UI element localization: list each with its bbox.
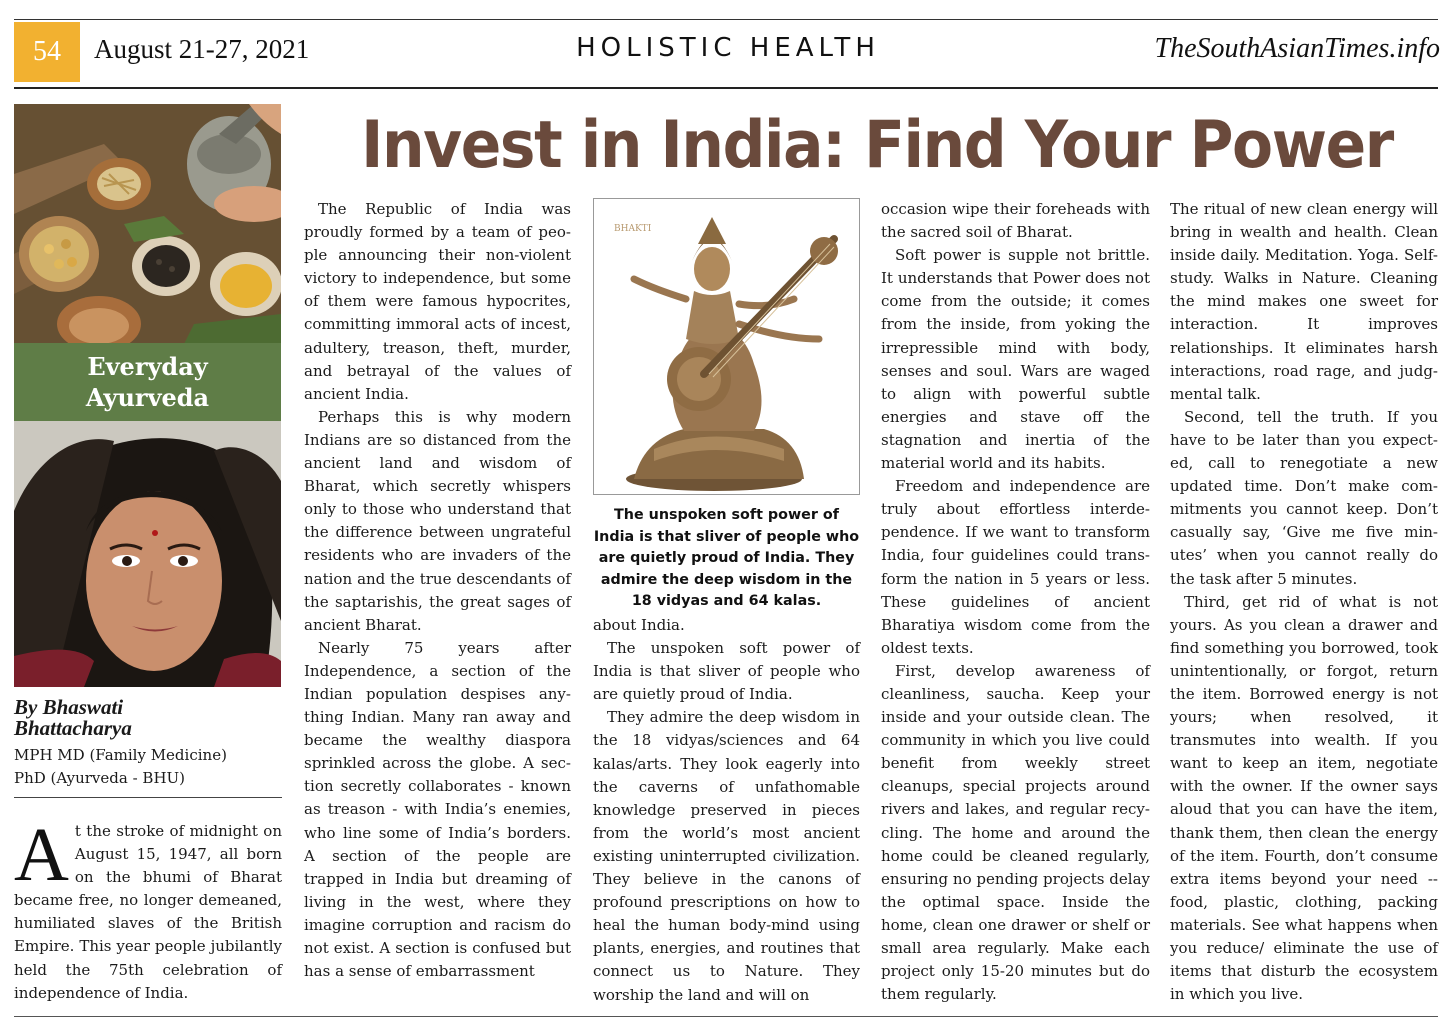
headline: Invest in India: Find Your Power bbox=[361, 108, 1393, 183]
banner-line2: Ayurveda bbox=[85, 383, 210, 412]
figure-caption: The unspoken soft power of India is that sliver of people who are quietly proud of India. They admire the deep wisdom in the 18 vidyas and 64 kalas. bbox=[593, 507, 860, 609]
photo-watermark: BHAKTI bbox=[614, 224, 652, 234]
paragraph: Soft power is supple not brittle. It understands that Power does not come from the outside; it comes from the inside, from yoking the irrepressible mind with body, senses and soul. Wars are waged to align with powerful subtle energies and stave off the stagnation and inertia of the material world and its habits. bbox=[881, 246, 1150, 473]
paragraph-continuation: occasion wipe their foreheads with the sacred soil of Bharat. bbox=[881, 200, 1150, 242]
article-column-4 bbox=[1170, 198, 1438, 1006]
section-title: HOLISTIC HEALTH bbox=[576, 33, 880, 63]
byline-line1: By Bhaswati bbox=[14, 695, 124, 719]
herbs-photo bbox=[14, 104, 281, 344]
byline-line2: Bhattacharya bbox=[14, 716, 132, 740]
sidebar-rule bbox=[14, 797, 282, 798]
paragraph: The Republic of India was proudly formed by a team of people announcing their non-violent victory to independence, but some of them were famous hypocrites, committing immoral acts of incest, adultery, treason, theft, murder, and betrayal of the values of ancient India. bbox=[304, 200, 571, 403]
saraswati-statue-photo bbox=[593, 198, 860, 495]
page-number: 54 bbox=[14, 22, 80, 82]
paragraph: Second, tell the truth. If you have to be later than you expected, call to renegotiate a new updated time. Don’t make commitments you cannot keep. Don’t casually say, ‘Give me five minutes’ when you cannot really do the task after 5 minutes. bbox=[1170, 407, 1438, 588]
paragraph: First, develop awareness of cleanliness, saucha. Keep your inside and your outside clean. The community in which you live could benefit from weekly street cleanups, special projects around rivers and lakes, and regular recycling. The home and around the home could be cleaned regularly, ensuring no pending projects delay the optimal space. Inside the home, clean one drawer or shelf or small area regularly. Make each project only 15-20 minutes but do them regularly. bbox=[881, 661, 1150, 1004]
banner-line1: Everyday bbox=[87, 352, 208, 381]
column-banner bbox=[14, 343, 281, 421]
top-rule bbox=[14, 19, 1438, 20]
paragraph: Nearly 75 years after Independence, a section of the Indian population despises anything Indian. Many ran away and became the wealthy diaspora sprinkled across the globe. A section secretly collaborates - known as treason - with India’s enemies, who line some of India’s borders. A section of the people are trapped in India but dreaming of living in the west, where they imagine corruption and racism do not exist. A section is confused but has a sense of embarrassment bbox=[304, 638, 571, 981]
paragraph: The unspoken soft power of India is that sliver of people who are quietly proud of India. bbox=[593, 639, 860, 704]
bottom-rule bbox=[14, 1016, 1438, 1017]
paragraph-continuation: The ritual of new clean energy will bring in wealth and health. Clean inside daily. Meditation. Yoga. Self-study. Walks in Nature. Cleaning the mind makes one sweet for interaction. It improves relationships. It eliminates harsh interactions, road rage, and judgmental talk. bbox=[1170, 200, 1438, 403]
article-column-3 bbox=[881, 198, 1150, 1006]
author-photo bbox=[14, 421, 281, 687]
paragraph-continuation: about India. bbox=[593, 616, 685, 634]
credential-medicine: MPH MD (Family Medicine) bbox=[14, 746, 227, 764]
intro-paragraph bbox=[14, 813, 282, 1005]
masthead-rule bbox=[14, 87, 1438, 89]
byline bbox=[14, 697, 284, 739]
drop-cap: A bbox=[14, 813, 69, 897]
article-column-2 bbox=[593, 614, 860, 1007]
paragraph: Third, get rid of what is not yours. As you clean a drawer and find something you borrowed, took unintentionally, or forgot, return the item. Borrowed energy is not yours; when resolved, it transmutes into wealth. If you want to keep an item, negotiate with the owner. If the owner says aloud that you can have the item, thank them, then clean the energy of the item. Fourth, don’t consume extra items beyond your need -- food, plastic, clothing, packing materials. See what happens when you reduce/ eliminate the use of items that disturb the ecosystem in which you live. bbox=[1170, 592, 1438, 1004]
issue-date: August 21-27, 2021 bbox=[94, 34, 310, 64]
site-name: TheSouthAsianTimes.info bbox=[1154, 33, 1440, 64]
article-column-1 bbox=[304, 198, 571, 983]
paragraph: Perhaps this is why modern Indians are so distanced from the ancient land and wisdom of Bharat, which secretly whispers only to those who understand that the difference between ungrateful residents who are invaders of the nation and the true descendants of the saptarishis, the great sages of ancient Bharat. bbox=[304, 407, 571, 634]
paragraph: They admire the deep wisdom in the 18 vidyas/sciences and 64 kalas/arts. They look eagerly into the caverns of unfathomable knowledge preserved in pieces from the world’s most ancient existing uninterrupted civilization. They believe in the canons of profound prescriptions on how to heal the human body-mind using plants, energies, and routines that connect us to Nature. They worship the land and will on bbox=[593, 708, 860, 1004]
credential-ayurveda: PhD (Ayurveda - BHU) bbox=[14, 769, 186, 787]
paragraph: Freedom and independence are truly about effortless interdependence. If we want to transform India, four guidelines could transform the nation in 5 years or less. These guidelines of ancient Bharatiya wisdom come from the oldest texts. bbox=[881, 477, 1150, 657]
intro-text: t the stroke of midnight on August 15, 1947, all born on the bhumi of Bharat became free, no longer demeaned, humiliated slaves of the British Empire. This year people jubilantly held the 75th celebration of independence of India. bbox=[14, 822, 282, 1002]
